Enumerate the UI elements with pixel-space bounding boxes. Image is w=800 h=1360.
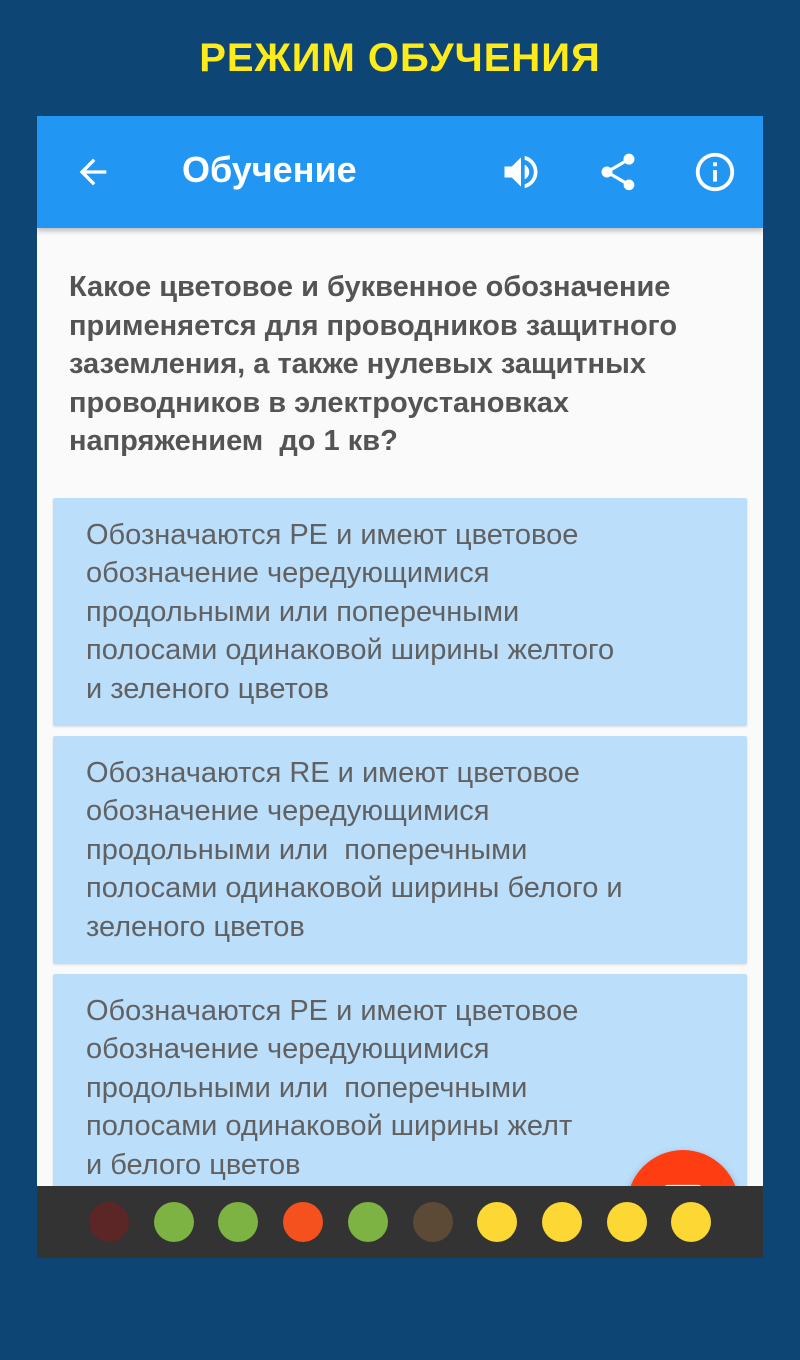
progress-dot-7[interactable]: [477, 1202, 517, 1242]
progress-dot-6[interactable]: [413, 1202, 453, 1242]
progress-dot-1[interactable]: [89, 1202, 129, 1242]
promo-title: РЕЖИМ ОБУЧЕНИЯ: [199, 36, 601, 80]
answer-option-text: Обозначаются RE и имеют цветовое обозначение чередующимися продольными или поперечными полосами одинаковой ширины белого и зеленого цветов: [86, 757, 623, 943]
progress-dot-4[interactable]: [283, 1202, 323, 1242]
answer-option-1[interactable]: [53, 498, 747, 726]
back-arrow-icon[interactable]: [65, 144, 121, 200]
toolbar-title: Обучение: [182, 149, 357, 190]
question-text: Какое цветовое и буквенное обозначение применяется для проводников защитного заземления, а также нулевых защитных проводников в электроустановках напряжением до 1 кв?: [69, 271, 678, 457]
question-content: [37, 228, 763, 1186]
progress-dot-3[interactable]: [218, 1202, 258, 1242]
progress-dot-2[interactable]: [154, 1202, 194, 1242]
answer-option-text: Обозначаются PE и имеют цветовое обозначение чередующимися продольными или поперечными полосами одинаковой ширины желт и белого цветов: [86, 995, 579, 1181]
question-progress-bar: [37, 1186, 763, 1258]
share-icon[interactable]: [590, 144, 646, 200]
progress-dot-8[interactable]: [542, 1202, 582, 1242]
info-icon[interactable]: [687, 144, 743, 200]
app-screen: [37, 116, 763, 1258]
volume-icon[interactable]: [493, 144, 549, 200]
progress-dot-10[interactable]: [671, 1202, 711, 1242]
answer-option-2[interactable]: [53, 736, 747, 964]
progress-dot-9[interactable]: [607, 1202, 647, 1242]
app-toolbar: [37, 116, 763, 228]
progress-dot-5[interactable]: [348, 1202, 388, 1242]
answer-option-3[interactable]: [53, 974, 747, 1186]
answer-option-text: Обозначаются PE и имеют цветовое обозначение чередующимися продольными или поперечными полосами одинаковой ширины желтого и зеленого цветов: [86, 519, 615, 705]
